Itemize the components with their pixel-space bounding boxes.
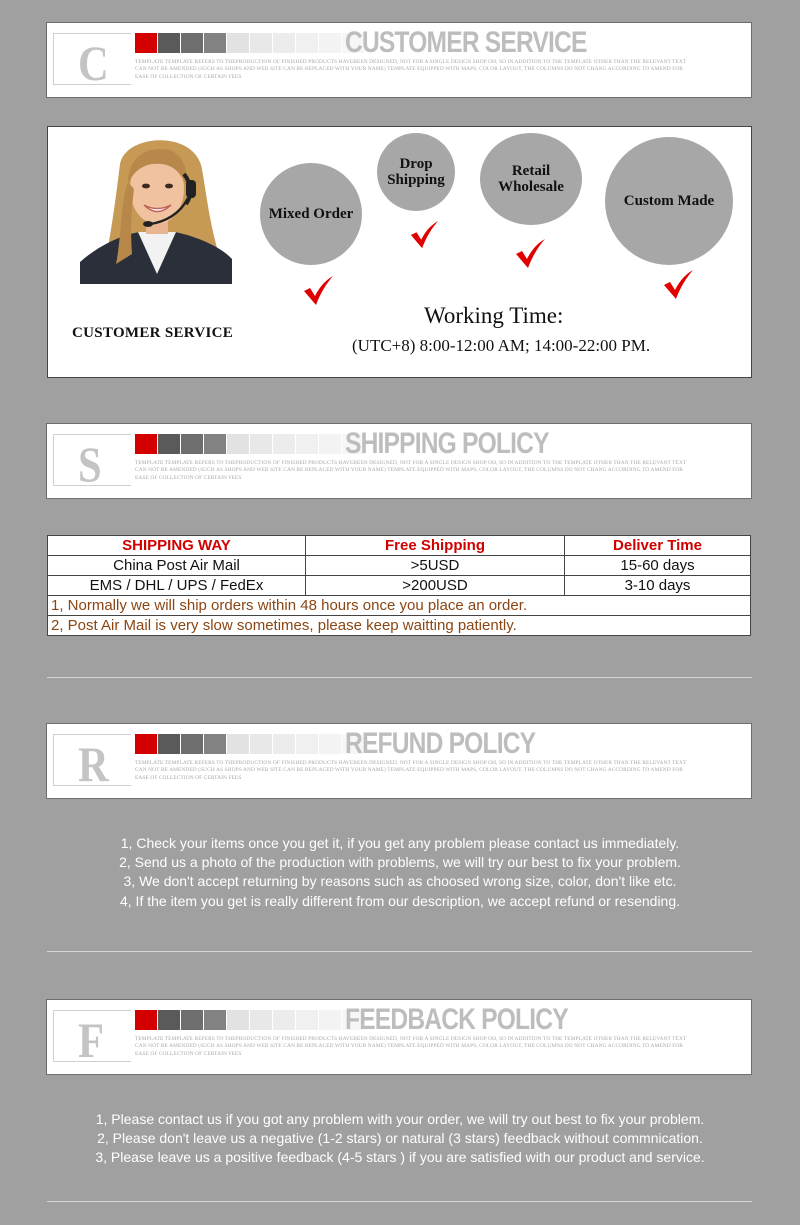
refund-line: 2, Send us a photo of the production with problems, we will try our best to fix your problem. [119,854,681,871]
table-cell: China Post Air Mail [48,556,306,576]
banner-color-square [319,1010,341,1030]
banner-color-square [227,1010,249,1030]
check-icon [302,275,334,307]
banner-color-square [227,33,249,53]
table-cell: 15-60 days [565,556,751,576]
check-icon [662,269,694,301]
shipping-note: 1, Normally we will ship orders within 48 hours once you place an order. [48,596,751,616]
banner-color-square [319,734,341,754]
banner-color-square [296,734,318,754]
table-header-row [48,536,751,556]
customer-service-agent-photo [80,134,232,284]
banner-color-square [319,434,341,454]
banner-letter-box [53,434,131,492]
table-note-row [48,616,751,636]
customer-service-label: CUSTOMER SERVICE [72,325,234,341]
banner-letter: F [78,1012,104,1068]
banner-color-square [227,734,249,754]
banner-color-square [250,1010,272,1030]
table-header: Deliver Time [565,536,751,556]
banner-letter-box [53,734,131,792]
banner-title: CUSTOMER SERVICE [345,26,587,59]
banner-color-squares [135,33,365,53]
table-cell: >5USD [306,556,565,576]
banner-color-square [250,434,272,454]
check-icon [514,237,546,271]
divider [47,951,752,952]
banner-letter-box [53,1010,131,1068]
shipping-table [47,535,751,636]
divider [47,677,752,678]
table-header: Free Shipping [306,536,565,556]
refund-line: 3, We don't accept returning by reasons such as choosed wrong size, color, don't like etc. [123,873,677,890]
shipping-note: 2, Post Air Mail is very slow sometimes, please keep waitting patiently. [48,616,751,636]
banner-color-squares [135,734,365,754]
banner-fine-print: TEMPLATE TEMPLATE REFERS TO THEPRODUCTION OF FINISHED PRODUCTS HAVEBEEN DESIGNED, NOT FOR A SINGLE DESIGN SHOP OH, SO IN ADDITION TO THE TEMPLATE OTHER THAN THE RELEVANT TEXT CAN NOT BE AMENDED (SUCH AS SHOPS AND WEB SITE CAN BE REPLACED WITH YOUR NAME) TEMPLATE EQUIPPED WITH MAPS, COLOR LAYOUT, THE COLUMNS DO NOT CHANG ACCORDING TO AMEND FOR EASE OF COLLECTION OF CERTAIN FEES [135,460,687,481]
banner-color-square [181,734,203,754]
banner-fine-print: TEMPLATE TEMPLATE REFERS TO THEPRODUCTION OF FINISHED PRODUCTS HAVEBEEN DESIGNED, NOT FOR A SINGLE DESIGN SHOP OH, SO IN ADDITION TO THE TEMPLATE OTHER THAN THE RELEVANT TEXT CAN NOT BE AMENDED (SUCH AS SHOPS AND WEB SITE CAN BE REPLACED WITH YOUR NAME) TEMPLATE EQUIPPED WITH MAPS, COLOR LAYOUT, THE COLUMNS DO NOT CHANG ACCORDING TO AMEND FOR EASE OF COLLECTION OF CERTAIN FEES [135,760,687,781]
banner-color-square [135,1010,157,1030]
banner-color-square [181,1010,203,1030]
banner-color-square [135,434,157,454]
banner-letter: R [78,736,109,792]
shipping-policy-banner [46,423,752,499]
banner-color-square [204,1010,226,1030]
table-cell: >200USD [306,576,565,596]
banner-color-square [204,734,226,754]
bubble-mixed-order: Mixed Order [260,163,362,265]
working-time-title: Working Time: [424,303,564,328]
banner-color-square [135,33,157,53]
banner-title: FEEDBACK POLICY [345,1003,568,1036]
banner-color-square [296,1010,318,1030]
feedback-line: 1, Please contact us if you got any problem with your order, we will try out best to fix your problem. [95,1111,705,1127]
table-cell: 3-10 days [565,576,751,596]
banner-letter-box [53,33,131,91]
banner-color-square [158,33,180,53]
refund-policy-text [0,834,800,911]
feedback-policy-banner [46,999,752,1075]
banner-letter: C [78,35,109,91]
banner-color-square [204,434,226,454]
refund-line: 4, If the item you get is really different from our description, we accept refund or resending. [119,892,681,909]
refund-line: 1, Check your items once you get it, if you get any problem please contact us immediately. [120,835,680,851]
banner-color-squares [135,1010,365,1030]
table-row [48,556,751,576]
check-icon [409,220,439,250]
banner-color-square [204,33,226,53]
table-cell: EMS / DHL / UPS / FedEx [48,576,306,596]
banner-color-square [296,434,318,454]
banner-color-square [273,734,295,754]
banner-color-square [181,33,203,53]
banner-color-square [319,33,341,53]
banner-color-square [135,734,157,754]
banner-color-square [296,33,318,53]
banner-letter: S [78,436,102,492]
bubble-custom-made: Custom Made [605,137,733,265]
table-row [48,576,751,596]
banner-title: REFUND POLICY [345,727,536,760]
feedback-policy-text [0,1110,800,1168]
bubble-drop-shipping: Drop Shipping [377,133,455,211]
banner-title: SHIPPING POLICY [345,427,549,460]
table-header: SHIPPING WAY [48,536,306,556]
table-note-row [48,596,751,616]
banner-color-square [250,33,272,53]
banner-color-squares [135,434,365,454]
bubble-retail-wholesale: Retail Wholesale [480,133,582,225]
banner-color-square [273,1010,295,1030]
banner-fine-print: TEMPLATE TEMPLATE REFERS TO THEPRODUCTION OF FINISHED PRODUCTS HAVEBEEN DESIGNED, NOT FOR A SINGLE DESIGN SHOP OH, SO IN ADDITION TO THE TEMPLATE OTHER THAN THE RELEVANT TEXT CAN NOT BE AMENDED (SUCH AS SHOPS AND WEB SITE CAN BE REPLACED WITH YOUR NAME) TEMPLATE EQUIPPED WITH MAPS, COLOR LAYOUT, THE COLUMNS DO NOT CHANG ACCORDING TO AMEND FOR EASE OF COLLECTION OF CERTAIN FEES [135,59,687,80]
feedback-line: 2, Please don't leave us a negative (1-2 stars) or natural (3 stars) feedback without commnication. [97,1130,703,1147]
banner-color-square [273,434,295,454]
divider [47,1201,752,1202]
banner-color-square [250,734,272,754]
banner-fine-print: TEMPLATE TEMPLATE REFERS TO THEPRODUCTION OF FINISHED PRODUCTS HAVEBEEN DESIGNED, NOT FOR A SINGLE DESIGN SHOP OH, SO IN ADDITION TO THE TEMPLATE OTHER THAN THE RELEVANT TEXT CAN NOT BE AMENDED (SUCH AS SHOPS AND WEB SITE CAN BE REPLACED WITH YOUR NAME) TEMPLATE EQUIPPED WITH MAPS, COLOR LAYOUT, THE COLUMNS DO NOT CHANG ACCORDING TO AMEND FOR EASE OF COLLECTION OF CERTAIN FEES [135,1036,687,1057]
working-time-hours: (UTC+8) 8:00-12:00 AM; 14:00-22:00 PM. [352,336,651,355]
banner-color-square [158,734,180,754]
banner-color-square [181,434,203,454]
customer-service-hero [47,126,752,378]
refund-policy-banner [46,723,752,799]
feedback-line: 3, Please leave us a positive feedback (4-5 stars ) if you are satisfied with our product and service. [95,1149,705,1166]
banner-color-square [273,33,295,53]
banner-color-square [227,434,249,454]
customer-service-banner [46,22,752,98]
banner-color-square [158,434,180,454]
banner-color-square [158,1010,180,1030]
